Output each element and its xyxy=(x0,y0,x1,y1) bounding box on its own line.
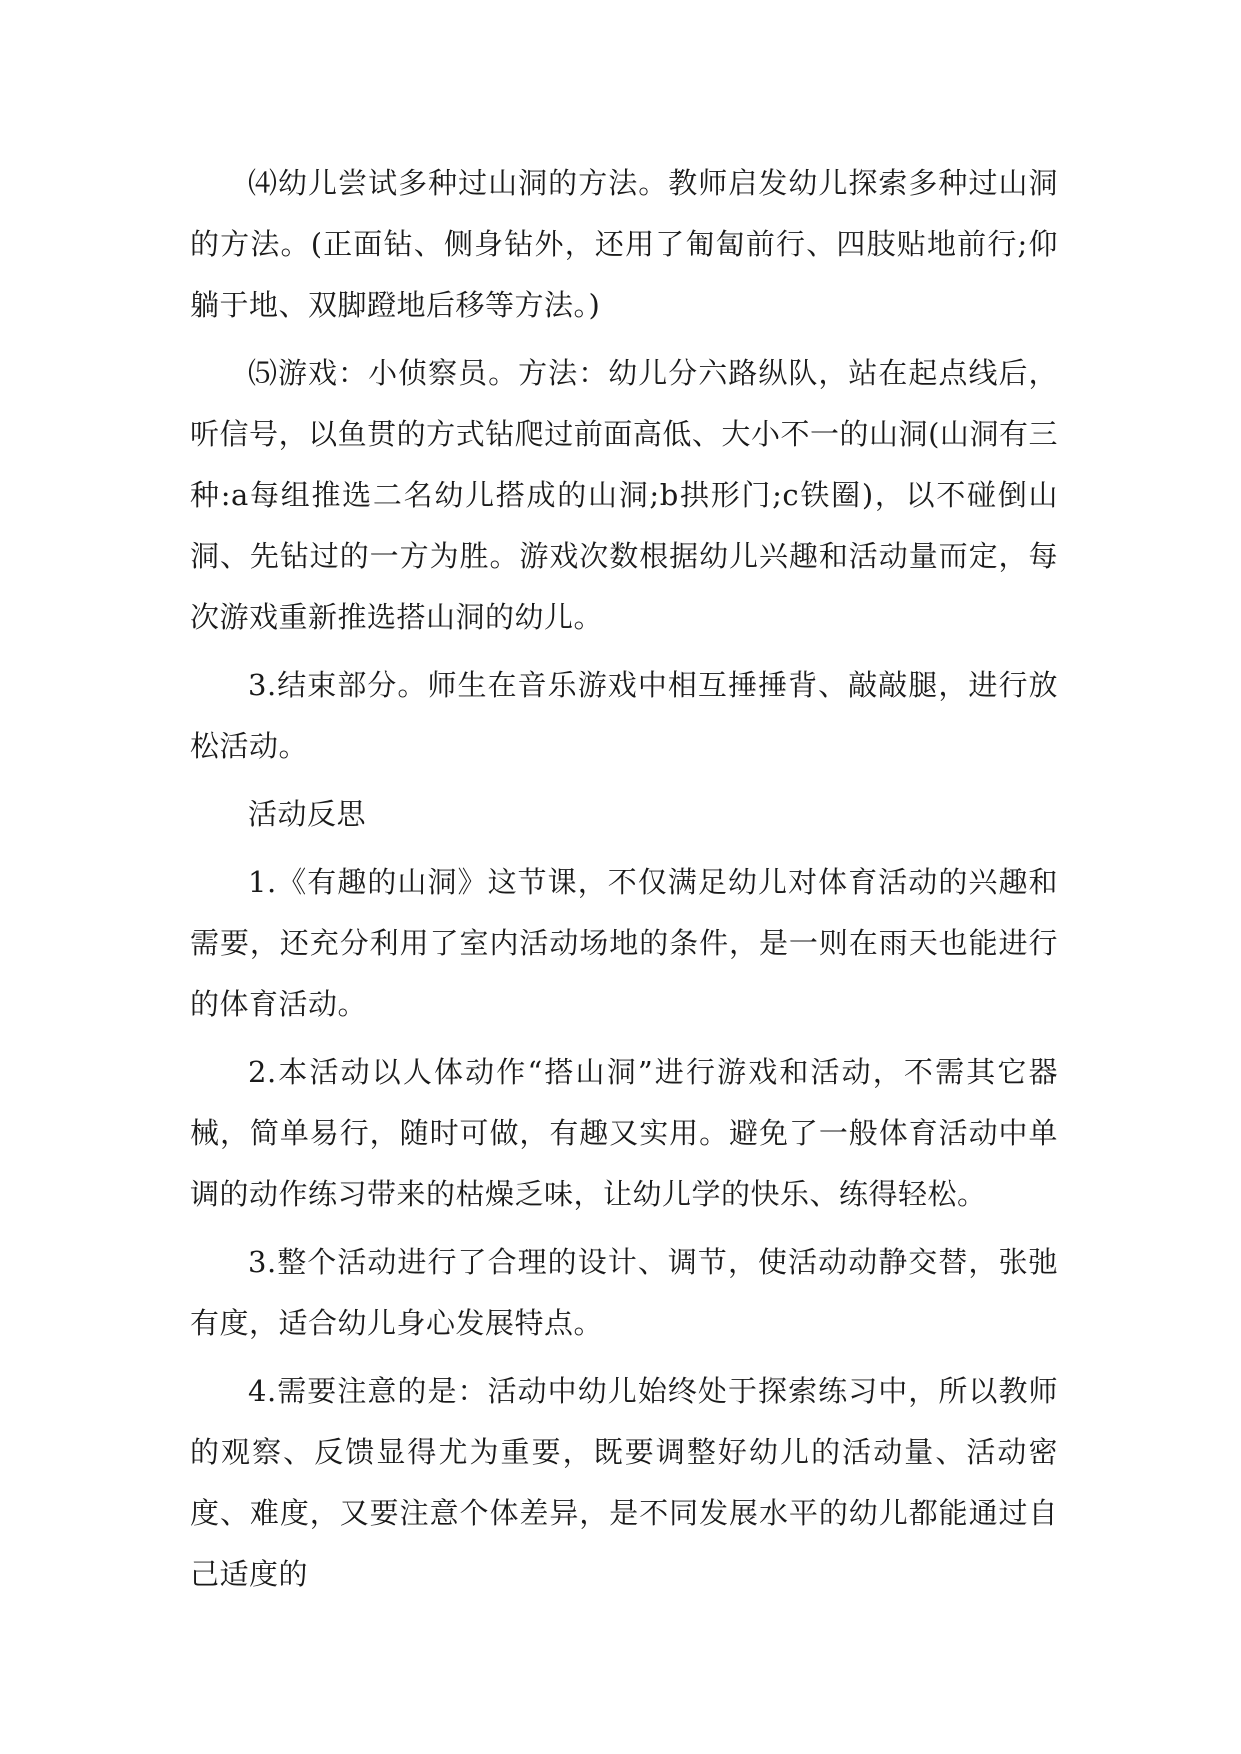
paragraph-step-5-game: ⑸游戏：小侦察员。方法：幼儿分六路纵队，站在起点线后，听信号，以鱼贯的方式钻爬过前面高低、大小不一的山洞(山洞有三种:a每组推选二名幼儿搭成的山洞;b拱形门;c铁圈)，以不碰倒山洞、先钻过的一方为胜。游戏次数根据幼儿兴趣和活动量而定，每次游戏重新推选搭山洞的幼儿。 xyxy=(190,356,1058,634)
paragraph-reflection-3: 3.整个活动进行了合理的设计、调节，使活动动静交替，张弛有度，适合幼儿身心发展特点。 xyxy=(190,1245,1058,1340)
paragraph-reflection-2: 2.本活动以人体动作“搭山洞”进行游戏和活动，不需其它器械，简单易行，随时可做，有趣又实用。避免了一般体育活动中单调的动作练习带来的枯燥乏味，让幼儿学的快乐、练得轻松。 xyxy=(190,1055,1058,1211)
paragraph-step-4: ⑷幼儿尝试多种过山洞的方法。教师启发幼儿探索多种过山洞的方法。(正面钻、侧身钻外，还用了匍匐前行、四肢贴地前行;仰躺于地、双脚蹬地后移等方法。) xyxy=(190,166,1058,322)
paragraph-reflection-4: 4.需要注意的是：活动中幼儿始终处于探索练习中，所以教师的观察、反馈显得尤为重要，既要调整好幼儿的活动量、活动密度、难度，又要注意个体差异，是不同发展水平的幼儿都能通过自己适度的 xyxy=(190,1374,1058,1591)
section-heading-reflection: 活动反思 xyxy=(248,797,367,831)
document-body xyxy=(190,153,1058,1612)
paragraph-reflection-1: 1.《有趣的山洞》这节课，不仅满足幼儿对体育活动的兴趣和需要，还充分利用了室内活动场地的条件，是一则在雨天也能进行的体育活动。 xyxy=(190,865,1058,1021)
paragraph-ending-part: 3.结束部分。师生在音乐游戏中相互捶捶背、敲敲腿，进行放松活动。 xyxy=(190,668,1058,763)
